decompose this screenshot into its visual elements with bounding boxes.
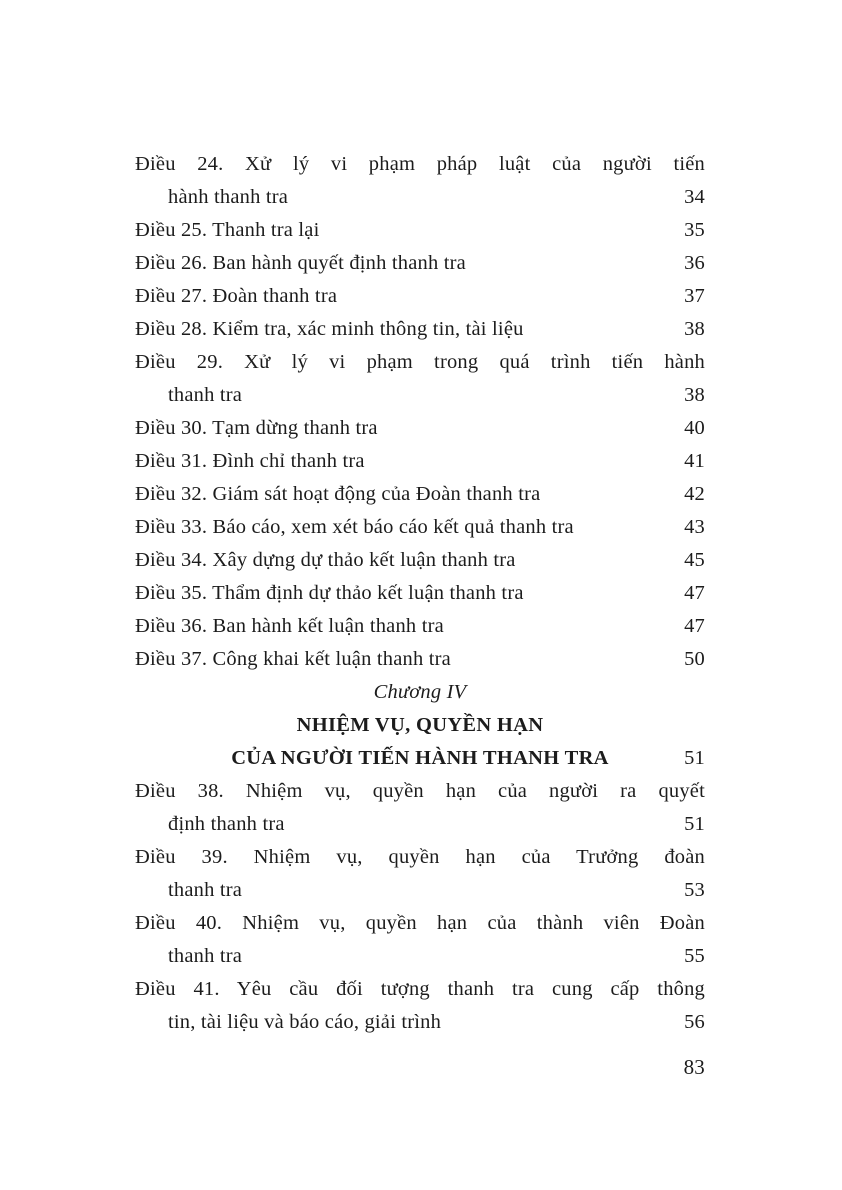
toc-entry-continuation: thanh tra xyxy=(168,879,243,901)
toc-entry xyxy=(135,214,705,247)
toc-entry-title: Điều 29. Xử lý vi phạm trong quá trình tiến hành xyxy=(135,351,705,373)
toc-entry xyxy=(135,973,705,1039)
toc-page-number: 51 xyxy=(684,813,705,835)
footer-page-number: 83 xyxy=(683,1055,705,1079)
toc-page-number: 45 xyxy=(684,549,705,571)
toc-entry-title: Điều 38. Nhiệm vụ, quyền hạn của người ra quyết xyxy=(135,780,705,802)
toc-entry-continuation: thanh tra xyxy=(168,945,243,967)
toc-entry xyxy=(135,280,705,313)
toc-entry xyxy=(135,511,705,544)
toc-entry xyxy=(135,346,705,412)
toc-page-number: 37 xyxy=(684,285,705,307)
toc-entry-title: Điều 28. Kiểm tra, xác minh thông tin, tài liệu xyxy=(135,318,524,340)
toc-page-number: 42 xyxy=(684,483,705,505)
toc-entry-title: Điều 32. Giám sát hoạt động của Đoàn thanh tra xyxy=(135,483,541,505)
toc-entry-title: Điều 30. Tạm dừng thanh tra xyxy=(135,417,378,439)
toc-list xyxy=(135,148,705,1039)
toc-entry xyxy=(135,313,705,346)
toc-entry-title: Điều 37. Công khai kết luận thanh tra xyxy=(135,648,451,670)
toc-entry xyxy=(135,577,705,610)
toc-entry xyxy=(135,643,705,676)
toc-page-number: 53 xyxy=(684,879,705,901)
toc-entry xyxy=(135,610,705,643)
toc-entry-continuation: tin, tài liệu và báo cáo, giải trình xyxy=(168,1011,442,1033)
toc-entry-title: Điều 26. Ban hành quyết định thanh tra xyxy=(135,252,466,274)
toc-page-number: 34 xyxy=(684,186,705,208)
toc-entry xyxy=(135,544,705,577)
toc-page-number: 40 xyxy=(684,417,705,439)
toc-page-number: 47 xyxy=(684,582,705,604)
toc-entry xyxy=(135,907,705,973)
toc-entry-title: Điều 41. Yêu cầu đối tượng thanh tra cung cấp thông xyxy=(135,978,705,1000)
chapter-number: Chương IV xyxy=(373,681,467,703)
toc-page-number: 35 xyxy=(684,219,705,241)
toc-page-number: 51 xyxy=(684,747,705,769)
toc-entry xyxy=(135,247,705,280)
toc-entry-title: Điều 35. Thẩm định dự thảo kết luận thanh tra xyxy=(135,582,524,604)
toc-entry xyxy=(135,148,705,214)
toc-entry-title: Điều 33. Báo cáo, xem xét báo cáo kết quả thanh tra xyxy=(135,516,574,538)
toc-page-number: 55 xyxy=(684,945,705,967)
toc-entry xyxy=(135,412,705,445)
toc-entry xyxy=(135,445,705,478)
toc-page-number: 50 xyxy=(684,648,705,670)
toc-page-number: 47 xyxy=(684,615,705,637)
chapter-heading xyxy=(135,676,705,775)
toc-entry-title: Điều 34. Xây dựng dự thảo kết luận thanh tra xyxy=(135,549,516,571)
toc-entry xyxy=(135,775,705,841)
toc-page-number: 36 xyxy=(684,252,705,274)
toc-entry-title: Điều 36. Ban hành kết luận thanh tra xyxy=(135,615,444,637)
toc-entry-title: Điều 25. Thanh tra lại xyxy=(135,219,320,241)
chapter-title-line2: CỦA NGƯỜI TIẾN HÀNH THANH TRA xyxy=(231,747,609,769)
toc-entry-title: Điều 24. Xử lý vi phạm pháp luật của người tiến xyxy=(135,153,705,175)
toc-entry-title: Điều 31. Đình chỉ thanh tra xyxy=(135,450,365,472)
chapter-title-line1: NHIỆM VỤ, QUYỀN HẠN xyxy=(296,714,544,736)
toc-entry-continuation: định thanh tra xyxy=(168,813,285,835)
toc-entry xyxy=(135,478,705,511)
toc-entry-continuation: hành thanh tra xyxy=(168,186,289,208)
toc-entry xyxy=(135,841,705,907)
toc-entry-continuation: thanh tra xyxy=(168,384,243,406)
toc-page-number: 38 xyxy=(684,318,705,340)
toc-page-number: 43 xyxy=(684,516,705,538)
toc-entry-title: Điều 39. Nhiệm vụ, quyền hạn của Trưởng đoàn xyxy=(135,846,705,868)
toc-page-number: 56 xyxy=(684,1011,705,1033)
toc-entry-title: Điều 27. Đoàn thanh tra xyxy=(135,285,338,307)
toc-page-number: 41 xyxy=(684,450,705,472)
toc-entry-title: Điều 40. Nhiệm vụ, quyền hạn của thành viên Đoàn xyxy=(135,912,705,934)
toc-page-number: 38 xyxy=(684,384,705,406)
